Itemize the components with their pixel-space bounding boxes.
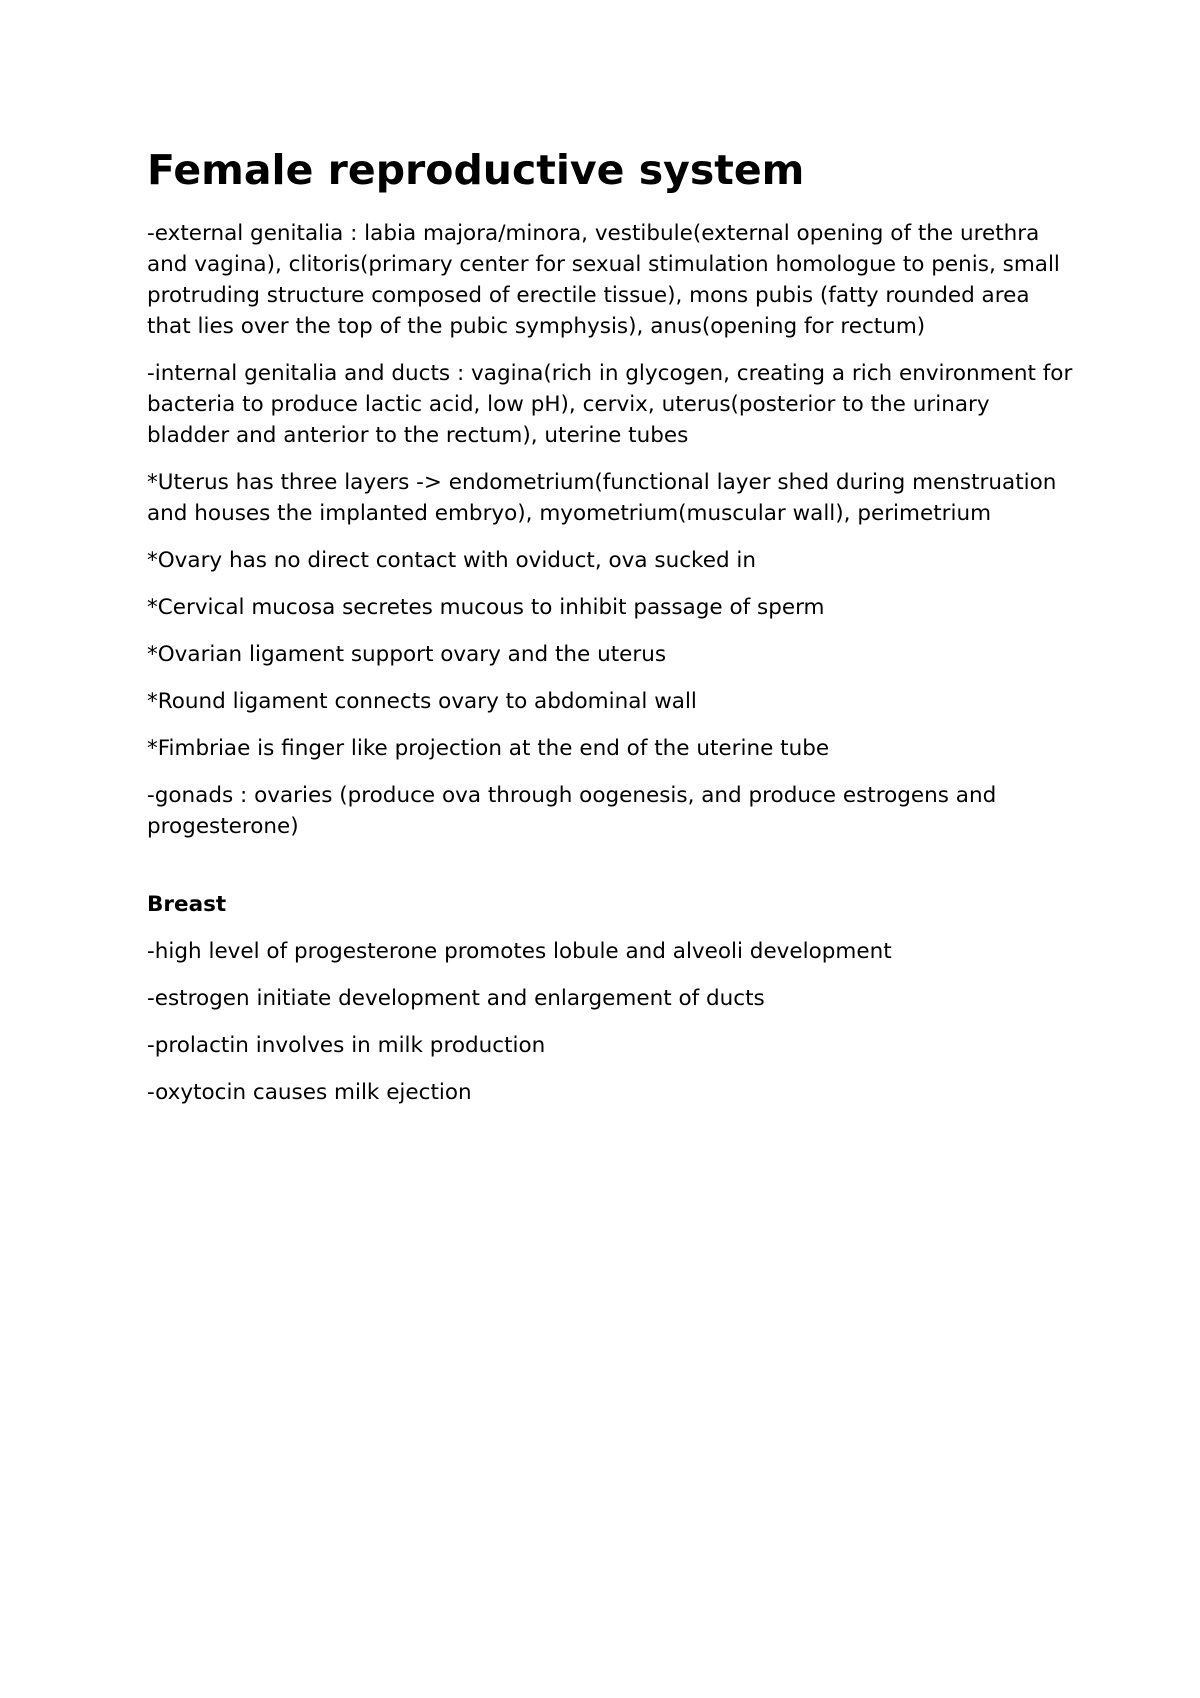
- paragraph-uterus-layers: *Uterus has three layers -> endometrium(functional layer shed during menstruation and houses the implanted embryo), myometrium(muscular wall), perimetrium: [147, 470, 1057, 526]
- paragraph-external-genitalia: -external genitalia : labia majora/minora, vestibule(external opening of the urethra and vagina), clitoris(primary center for sexual stimulation homologue to penis, small protruding structure composed of erectile tissue), mons pubis (fatty rounded area that lies over the top of the pubic symphysis), anus(opening for rectum): [147, 221, 1060, 339]
- document-title: Female reproductive system: [147, 146, 805, 194]
- paragraph-ovarian-ligament: *Ovarian ligament support ovary and the uterus: [147, 642, 667, 667]
- paragraph-round-ligament: *Round ligament connects ovary to abdominal wall: [147, 689, 697, 714]
- paragraph-estrogen: -estrogen initiate development and enlargement of ducts: [147, 986, 765, 1011]
- paragraph-progesterone: -high level of progesterone promotes lobule and alveoli development: [147, 939, 892, 964]
- document-body: [147, 140, 1077, 1124]
- paragraph-gonads: -gonads : ovaries (produce ova through oogenesis, and produce estrogens and progesterone): [147, 783, 997, 839]
- paragraph-prolactin: -prolactin involves in milk production: [147, 1033, 546, 1058]
- paragraph-oxytocin: -oxytocin causes milk ejection: [147, 1080, 472, 1105]
- section-heading-breast: Breast: [147, 892, 227, 917]
- paragraph-internal-genitalia: -internal genitalia and ducts : vagina(rich in glycogen, creating a rich environment for bacteria to produce lactic acid, low pH), cervix, uterus(posterior to the urinary bladder and anterior to the rectum), uterine tubes: [147, 361, 1073, 448]
- section-spacer: [147, 858, 1077, 889]
- paragraph-fimbriae: *Fimbriae is finger like projection at the end of the uterine tube: [147, 736, 830, 761]
- paragraph-ovary-contact: *Ovary has no direct contact with oviduct, ova sucked in: [147, 548, 757, 573]
- paragraph-cervical-mucosa: *Cervical mucosa secretes mucous to inhibit passage of sperm: [147, 595, 825, 620]
